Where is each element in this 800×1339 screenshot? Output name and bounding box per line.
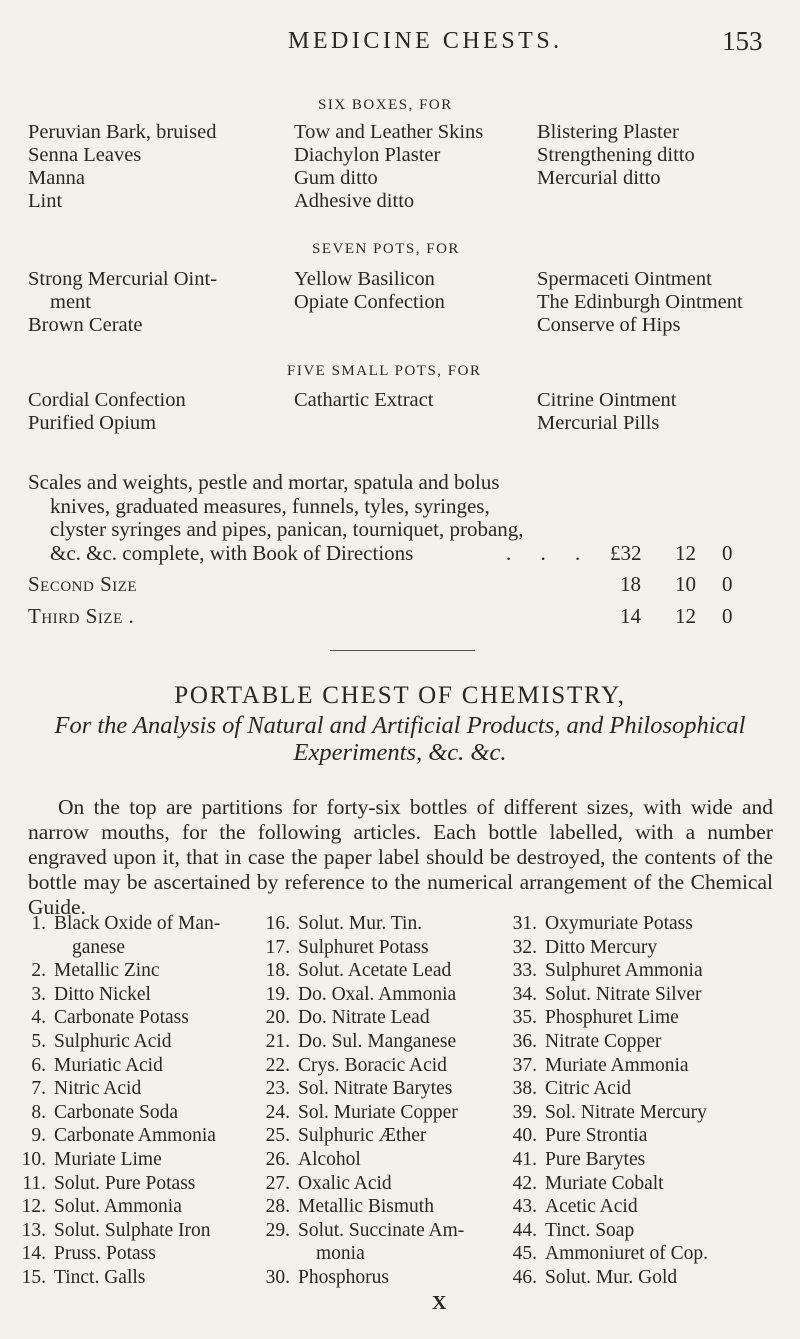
item-number: 28. — [265, 1196, 290, 1218]
item-number: 4. — [31, 1007, 46, 1029]
item-number: 19. — [265, 983, 290, 1005]
item-number: 8. — [31, 1101, 46, 1123]
item-name: Solut. Mur. Tin. — [298, 913, 423, 934]
item-name: Metallic Bismuth — [298, 1196, 434, 1218]
chemical-item — [20, 959, 270, 983]
five-small-pots-col-1 — [28, 389, 186, 435]
chemical-item — [264, 1172, 524, 1196]
item-number: 43. — [512, 1196, 537, 1218]
seven-pots-col-3 — [537, 268, 743, 337]
item-name: Ditto Nickel — [54, 983, 151, 1005]
page-number: 153 — [722, 26, 763, 56]
seven-pots-col-2 — [294, 268, 445, 314]
item-name: ganese — [72, 936, 126, 958]
item-number: 35. — [512, 1007, 537, 1029]
scales-line: knives, graduated measures, funnels, tyles, syringes, — [50, 493, 490, 518]
item-name: Carbonate Ammonia — [54, 1125, 216, 1147]
chemical-item — [20, 1148, 270, 1172]
list-item: Cathartic Extract — [294, 389, 434, 411]
item-number: 7. — [31, 1078, 46, 1100]
scales-paragraph — [28, 471, 788, 628]
item-number: 16. — [265, 913, 290, 934]
chemical-item — [264, 936, 524, 960]
item-number: 31. — [512, 913, 537, 934]
chest-description: On the top are partitions for forty-six bottles of different sizes, with wide and narrow mouths, for the following articles. Each bottle labelled, with a number engraved upon it, that in case the paper label should be destroyed, the contents of the bottle may be ascertained by reference to the numerical arrangement of the Chemical Guide. — [28, 795, 773, 919]
chemical-item — [511, 1054, 791, 1078]
list-item: Senna Leaves — [28, 144, 142, 166]
seven-pots-heading: SEVEN POTS, FOR — [312, 241, 460, 257]
item-name: Solut. Ammonia — [54, 1196, 182, 1218]
item-name: Tinct. Soap — [545, 1219, 635, 1241]
size-label: Second Size — [28, 572, 138, 596]
chemical-item — [20, 1077, 270, 1101]
item-number: 32. — [512, 936, 537, 958]
list-item: Conserve of Hips — [537, 314, 681, 336]
size-label: Third Size . — [28, 603, 135, 628]
item-number: 11. — [22, 1172, 46, 1194]
list-item: Cordial Confection — [28, 389, 186, 411]
item-name: Tinct. Galls — [54, 1266, 146, 1288]
chemical-item — [20, 1030, 270, 1054]
chemical-item — [264, 1124, 524, 1148]
item-name: Phosphorus — [298, 1266, 390, 1288]
item-name: Oxalic Acid — [298, 1172, 392, 1194]
list-item: Mercurial ditto — [537, 167, 661, 189]
item-name: Carbonate Potass — [54, 1007, 189, 1029]
item-number: 9. — [31, 1125, 46, 1147]
chemical-item — [511, 1266, 791, 1290]
chemical-item — [511, 1242, 791, 1266]
chemical-item — [20, 1266, 270, 1290]
chemical-item — [264, 983, 524, 1007]
item-number: 6. — [31, 1054, 46, 1076]
item-name: Oxymuriate Potass — [545, 913, 693, 934]
item-name: Nitric Acid — [54, 1078, 142, 1100]
chemical-item — [20, 1101, 270, 1125]
item-number: 24. — [265, 1101, 290, 1123]
item-name: Metallic Zinc — [54, 960, 160, 982]
item-number: 40. — [512, 1125, 537, 1147]
chemical-item — [264, 1266, 524, 1290]
chemical-item — [20, 1219, 270, 1243]
item-name: Pure Strontia — [545, 1125, 648, 1147]
item-number: 13. — [21, 1219, 46, 1241]
item-number: 17. — [265, 936, 290, 958]
item-number: 37. — [512, 1054, 537, 1076]
item-name: Solut. Acetate Lead — [298, 960, 452, 982]
item-number: 18. — [265, 960, 290, 982]
item-name: monia — [316, 1243, 365, 1265]
list-item: Lint — [28, 190, 63, 212]
item-name: Do. Oxal. Ammonia — [298, 983, 457, 1005]
item-name: Do. Sul. Manganese — [298, 1030, 457, 1052]
item-name: Alcohol — [298, 1148, 361, 1170]
list-item: Spermaceti Ointment — [537, 268, 712, 290]
item-name: Citric Acid — [545, 1078, 632, 1100]
chest-subtitle: For the Analysis of Natural and Artificial Products, and Philosophical Experiments, &c. &c. — [54, 712, 746, 766]
chemicals-list-col-3 — [511, 912, 791, 1290]
item-name: Do. Nitrate Lead — [298, 1007, 430, 1029]
item-number: 45. — [512, 1243, 537, 1265]
item-name: Nitrate Copper — [545, 1030, 662, 1052]
chemicals-list-col-1 — [20, 912, 270, 1290]
chemical-item — [20, 983, 270, 1007]
item-number: 14. — [21, 1243, 46, 1265]
chemical-item — [20, 1006, 270, 1030]
item-name: Muriate Ammonia — [545, 1054, 689, 1076]
list-item: The Edinburgh Ointment — [537, 291, 743, 313]
chemical-item — [20, 1242, 270, 1266]
item-number: 30. — [265, 1266, 290, 1288]
chemical-item — [20, 1124, 270, 1148]
item-name: Solut. Nitrate Silver — [545, 983, 702, 1005]
list-item: Blistering Plaster — [537, 121, 679, 143]
chemical-item — [511, 1006, 791, 1030]
chemical-item — [511, 1101, 791, 1125]
chemical-item — [511, 912, 791, 936]
item-name: Black Oxide of Man- — [54, 913, 221, 934]
signature-mark: X — [432, 1292, 447, 1314]
chemical-item — [20, 912, 270, 936]
item-number: 20. — [265, 1007, 290, 1029]
chemical-item — [511, 983, 791, 1007]
leader-dots: . . . — [506, 540, 593, 565]
item-number: 38. — [512, 1078, 537, 1100]
list-item: Mercurial Pills — [537, 412, 660, 434]
scales-line: clyster syringes and pipes, panican, tourniquet, probang, — [50, 517, 524, 541]
item-name: Acetic Acid — [545, 1196, 638, 1218]
chemical-item — [264, 1077, 524, 1101]
item-name: Ditto Mercury — [545, 936, 658, 958]
chemical-item — [264, 1148, 524, 1172]
item-number: 36. — [512, 1030, 537, 1052]
scales-line: &c. &c. complete, with Book of Directions . . . £32 12 0 — [50, 540, 733, 565]
item-name: Solut. Pure Potass — [54, 1172, 196, 1194]
running-title: MEDICINE CHESTS. — [288, 28, 563, 54]
chemical-item — [264, 1195, 524, 1219]
five-small-pots-col-2 — [294, 389, 433, 412]
item-name: Solut. Mur. Gold — [545, 1266, 678, 1288]
six-boxes-col-3 — [537, 121, 695, 190]
item-name: Crys. Boracic Acid — [298, 1054, 447, 1076]
list-item: Adhesive ditto — [294, 190, 415, 212]
list-item: ment — [50, 291, 91, 313]
list-item: Peruvian Bark, bruised — [28, 121, 217, 143]
item-number: 15. — [21, 1266, 46, 1288]
chemical-item — [264, 959, 524, 983]
chemical-item — [264, 1101, 524, 1125]
five-small-pots-heading: FIVE SMALL POTS, FOR — [287, 363, 482, 379]
chemical-item — [264, 1006, 524, 1030]
item-name: Pruss. Potass — [54, 1243, 156, 1265]
item-number: 27. — [265, 1172, 290, 1194]
seven-pots-col-1 — [28, 268, 217, 337]
list-item: Strengthening ditto — [537, 144, 695, 166]
chemical-item — [20, 936, 270, 960]
six-boxes-col-2 — [294, 121, 483, 213]
chemical-item — [511, 1195, 791, 1219]
item-name: Sulphuret Potass — [298, 936, 429, 958]
chemical-item — [511, 936, 791, 960]
running-head — [0, 22, 800, 62]
chemical-item — [264, 1219, 524, 1243]
chemical-item — [511, 1219, 791, 1243]
item-number: 25. — [265, 1125, 290, 1147]
list-item: Gum ditto — [294, 167, 378, 189]
scales-line: Scales and weights, pestle and mortar, spatula and bolus — [28, 470, 500, 494]
item-name: Pure Barytes — [545, 1148, 646, 1170]
chemical-item — [511, 1030, 791, 1054]
chemical-item — [511, 1124, 791, 1148]
item-name: Muriate Lime — [54, 1148, 162, 1170]
item-name: Ammoniuret of Cop. — [545, 1243, 709, 1265]
chemical-item — [264, 1242, 524, 1266]
item-name: Sol. Nitrate Barytes — [298, 1078, 453, 1100]
item-name: Sulphuric Acid — [54, 1030, 172, 1052]
list-item: Yellow Basilicon — [294, 268, 435, 290]
item-name: Phosphuret Lime — [545, 1007, 679, 1029]
chemicals-list-col-2 — [264, 912, 524, 1290]
item-number: 5. — [31, 1030, 46, 1052]
item-number: 29. — [265, 1219, 290, 1241]
list-item: Diachylon Plaster — [294, 144, 441, 166]
item-number: 2. — [31, 960, 46, 982]
list-item: Strong Mercurial Oint- — [28, 268, 218, 290]
item-number: 10. — [21, 1148, 46, 1170]
six-boxes-heading: SIX BOXES, FOR — [318, 97, 453, 113]
list-item: Purified Opium — [28, 412, 157, 434]
item-name: Carbonate Soda — [54, 1101, 179, 1123]
item-name: Muriatic Acid — [54, 1054, 163, 1076]
item-number: 26. — [265, 1148, 290, 1170]
chemical-item — [20, 1054, 270, 1078]
item-number: 1. — [31, 913, 46, 934]
item-name: Sulphuric Æther — [298, 1125, 427, 1147]
section-divider — [330, 650, 475, 651]
item-name: Sol. Muriate Copper — [298, 1101, 458, 1123]
item-name: Sulphuret Ammonia — [545, 960, 703, 982]
item-number: 46. — [512, 1266, 537, 1288]
item-number: 23. — [265, 1078, 290, 1100]
list-item: Manna — [28, 167, 85, 189]
item-name: Sol. Nitrate Mercury — [545, 1101, 707, 1123]
item-number: 12. — [21, 1196, 46, 1218]
item-number: 21. — [265, 1030, 290, 1052]
list-item: Opiate Confection — [294, 291, 445, 313]
item-number: 42. — [512, 1172, 537, 1194]
item-name: Solut. Sulphate Iron — [54, 1219, 211, 1241]
item-number: 33. — [512, 960, 537, 982]
chemical-item — [264, 912, 524, 936]
five-small-pots-col-3 — [537, 389, 677, 435]
item-name: Solut. Succinate Am- — [298, 1219, 465, 1241]
chemical-item — [20, 1195, 270, 1219]
list-item: Brown Cerate — [28, 314, 143, 336]
chemical-item — [511, 959, 791, 983]
item-number: 22. — [265, 1054, 290, 1076]
size-row: Second Size 18 10 0 — [28, 572, 733, 596]
chemical-item — [511, 1077, 791, 1101]
chemical-item — [264, 1054, 524, 1078]
item-number: 3. — [31, 983, 46, 1005]
six-boxes-col-1 — [28, 121, 216, 213]
item-number: 39. — [512, 1101, 537, 1123]
chemical-item — [511, 1148, 791, 1172]
list-item: Tow and Leather Skins — [294, 121, 484, 143]
item-number: 34. — [512, 983, 537, 1005]
chemical-item — [511, 1172, 791, 1196]
size-row: Third Size . 14 12 0 — [28, 603, 733, 628]
chemical-item — [264, 1030, 524, 1054]
item-name: Muriate Cobalt — [545, 1172, 664, 1194]
list-item: Citrine Ointment — [537, 389, 677, 411]
item-number: 41. — [512, 1148, 537, 1170]
chemical-item — [20, 1172, 270, 1196]
item-number: 44. — [512, 1219, 537, 1241]
chest-title: PORTABLE CHEST OF CHEMISTRY, — [174, 682, 626, 709]
